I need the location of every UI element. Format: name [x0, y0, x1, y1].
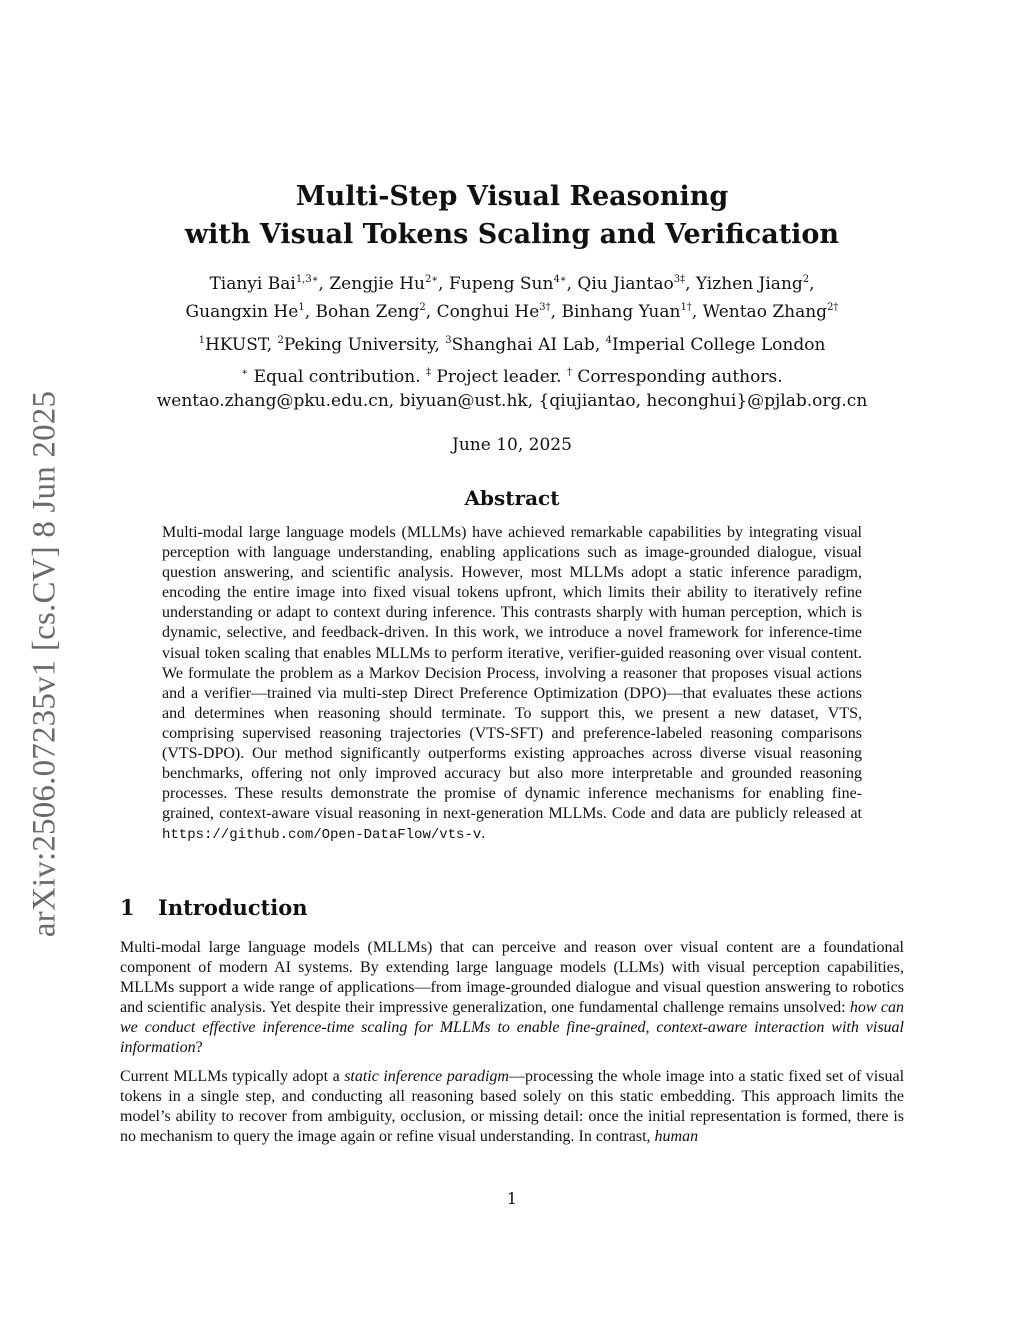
intro-paragraph-1 [120, 938, 904, 1059]
intro-p2-text-cont: —processing the whole image into a static fixed set of visual tokens in a single step, and conducting all reasoning based solely on this static embedding. This approach limits the model’s ability to recover from ambiguity, occlusion, or missing detail: once the initial representation is formed, there is no mechanism to query the image again or refine visual understanding. In contrast, [120, 1068, 905, 1146]
leader-note: Project leader. [431, 367, 567, 387]
affil-mark: 1 [198, 335, 205, 346]
author-mark: 3† [539, 302, 551, 313]
author-mark: 3‡ [673, 274, 686, 285]
author-mark: 2† [827, 302, 839, 313]
author-mark: 2 [419, 302, 426, 313]
affil-name: Peking University [283, 335, 435, 355]
affil-name: Shanghai AI Lab [451, 335, 595, 355]
section-number: 1 [120, 895, 135, 920]
title-line-1: Multi-Step Visual Reasoning [295, 181, 729, 212]
author-name: Tianyi Bai [209, 274, 296, 294]
author-name: Yizhen Jiang [695, 274, 803, 294]
author-mark: 2 [802, 274, 810, 285]
code-url-link[interactable]: https://github.com/Open-DataFlow/vts-v [162, 827, 482, 844]
abstract-end: . [481, 825, 486, 843]
section-heading-introduction [120, 894, 308, 922]
author-line-1: Tianyi Bai$^{1,3∗}$, Zengjie $Hu^{2∗}$, Fupeng Sun$^{4∗}$, Qiu Jiantao$^{3\ddagger}$, Yizhen Jiang$^2$, [209, 274, 815, 294]
email-list: wentao.zhang@pku.edu.cn, biyuan@ust.hk, {qiujiantao, heconghui}@pjlab.org.cn [156, 391, 868, 411]
author-name: Guangxin He [185, 302, 299, 322]
author-mark: 2∗ [424, 274, 439, 285]
author-name: Zengjie Hu [329, 274, 425, 294]
intro-p1-end: ? [195, 1039, 203, 1057]
intro-paragraph-2 [120, 1067, 904, 1147]
author-mark: 1 [298, 302, 305, 313]
corr-note: Corresponding authors. [571, 367, 783, 387]
author-mark: 4∗ [553, 274, 567, 285]
author-mark: 1,3∗ [295, 274, 319, 285]
affil-mark: 2 [277, 335, 284, 346]
author-name: Wentao Zhang [702, 302, 828, 322]
intro-p1-emphasis: how can we conduct effective inference-time scaling for MLLMs to enable fine-grained, context-aware interaction with visual information [120, 999, 904, 1057]
affil-mark: 3 [445, 335, 452, 346]
corr-mark: † [566, 367, 572, 378]
author-name: Conghui He [436, 302, 540, 322]
arxiv-stamp: arXiv:2506.07235v1 [cs.CV] 8 Jun 2025 [26, 390, 63, 938]
intro-p1-text: Multi-modal large language models (MLLMs) that can perceive and reason over visual content are a foundational component of modern AI systems. By extending large language models (LLMs) with visual perception capabilities, MLLMs support a wide range of applications—from image-grounded dialogue and visual question answering to robotics and scientific analysis. Yet despite their impressive generalization, one fundamental challenge remains unsolved: [120, 939, 904, 1017]
page-number: 1 [506, 1189, 518, 1208]
equal-mark: ∗ [241, 367, 249, 378]
paper-title [0, 178, 1024, 254]
author-list [0, 270, 1024, 326]
author-line-2: Guangxin He$^1$, Bohan Zeng$^2$, Conghui $He^{3\dagger}$, Binhang Yuan$^{1\dagger}$, Wentao Zhang$^{2\dagger}$ [185, 302, 839, 322]
intro-p2-emphasis: static inference paradigm [344, 1068, 509, 1085]
leader-mark: ‡ [426, 367, 431, 378]
abstract-body [162, 523, 862, 846]
section-title: Introduction [158, 895, 308, 920]
author-name: Qiu Jiantao [577, 274, 674, 294]
affiliations: $^1$HKUST, $^2$Peking University, $^3$Shanghai AI Lab, $^4$Imperial College London [198, 335, 826, 355]
intro-p2-emphasis-2: human [654, 1128, 699, 1146]
author-name: Binhang Yuan [561, 302, 681, 322]
author-mark: 1† [680, 302, 692, 313]
affil-name: HKUST [204, 335, 267, 355]
author-notes [0, 365, 1024, 413]
affil-mark: 4 [605, 335, 613, 346]
author-name: Fupeng Sun [448, 274, 554, 294]
contribution-notes [0, 365, 1024, 389]
paper-date: June 10, 2025 [452, 435, 572, 455]
intro-p2-text: Current MLLMs typically adopt a [120, 1068, 345, 1085]
title-line-2: with Visual Tokens Scaling and Verification [184, 219, 840, 250]
author-name: Bohan Zeng [315, 302, 420, 322]
abstract-text: Multi-modal large language models (MLLMs) have achieved remarkable capabilities by integrating visual perception with language understanding, enabling applications such as image-grounded dialogue, visual question answering, and scientific analysis. However, most MLLMs adopt a static inference paradigm, encoding the entire image into fixed visual tokens upfront, which limits their ability to iteratively refine understanding or adapt to context during inference. This contrasts sharply with human perception, which is dynamic, selective, and feedback-driven. In this work, we introduce a novel framework for inference-time visual token scaling that enables MLLMs to perform iterative, verifier-guided reasoning over visual content. We formulate the problem as a Markov Decision Process, involving a reasoner that proposes visual actions and a verifier—trained via multi-step Direct Preference Optimization (DPO)—that evaluates these actions and determines when reasoning should terminate. To support this, we present a new dataset, VTS, comprising supervised reasoning trajectories (VTS-SFT) and preference-labeled reasoning comparisons (VTS-DPO). Our method significantly outperforms existing approaches across diverse visual reasoning benchmarks, offering not only improved accuracy but also more interpretable and grounded reasoning processes. These results demonstrate the promise of dynamic inference mechanisms for enabling fine-grained, context-aware visual reasoning in next-generation MLLMs. Code and data are publicly released at [162, 524, 862, 823]
equal-note: Equal contribution. [248, 367, 426, 387]
abstract-heading: Abstract [464, 486, 560, 510]
affil-name: Imperial College London [612, 335, 826, 355]
